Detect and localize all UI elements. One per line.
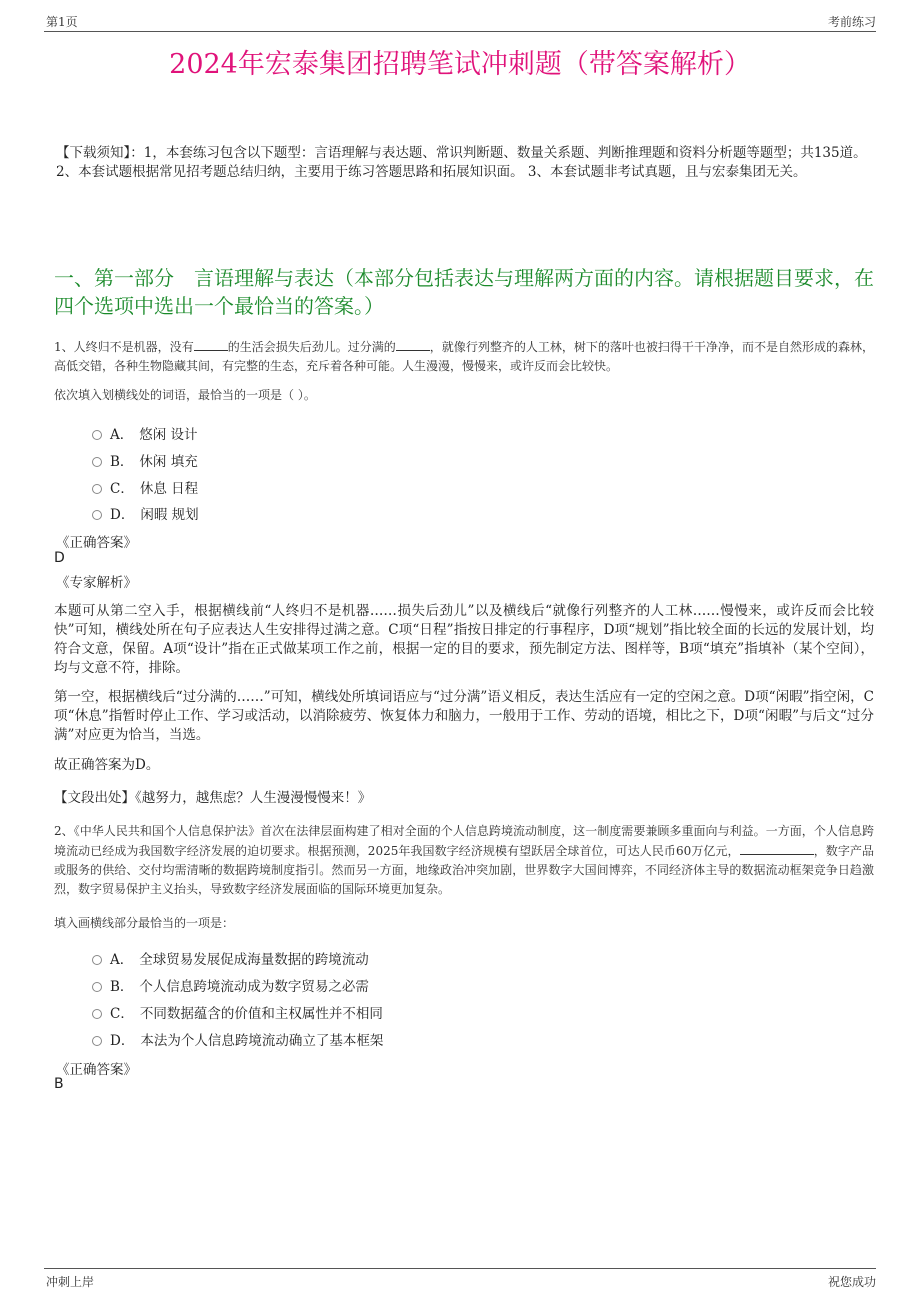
footer-right-label: 祝您成功: [827, 1275, 876, 1289]
option-letter: A．: [110, 952, 134, 968]
q1-blank-2: [396, 337, 430, 351]
radio-icon[interactable]: [92, 430, 102, 440]
q1-option-c[interactable]: [92, 477, 198, 497]
option-text: 休息 日程: [139, 481, 199, 497]
q2-option-b[interactable]: [92, 975, 369, 995]
download-notice: 【下载须知】：1，本套练习包含以下题型：言语理解与表达题、常识判断题、数量关系题、判断推理题和资料分析题等题型；共135道。 2、本套试题根据常见招考题总结归纳，主要用于练习答题思路和拓展知识面。 3、本套试题非考试真题，且与宏泰集团无关。: [56, 145, 867, 180]
option-text: 全球贸易发展促成海量数据的跨境流动: [139, 952, 369, 968]
radio-icon[interactable]: [92, 457, 102, 467]
option-text: 悠闲 设计: [139, 427, 198, 443]
page-number: 第1页: [46, 15, 78, 29]
q2-answer: B: [54, 1076, 64, 1092]
question-1-prompt: 依次填入划横线处的词语，最恰当的一项是（ ）。: [54, 388, 316, 402]
question-2-prompt: 填入画横线部分最恰当的一项是：: [54, 916, 235, 930]
q1-analysis-label: 《专家解析》: [56, 575, 137, 591]
option-text: 休闲 填充: [139, 454, 198, 470]
q1-analysis-conclusion: 故正确答案为D。: [54, 757, 160, 773]
q2-option-d[interactable]: [92, 1029, 383, 1049]
q1-answer: D: [54, 550, 65, 566]
q2-option-a[interactable]: [92, 948, 369, 968]
option-letter: D．: [110, 507, 135, 523]
option-text: 闲暇 规划: [140, 507, 199, 523]
option-letter: B．: [110, 979, 134, 995]
q1-option-d[interactable]: [92, 503, 199, 523]
option-letter: C．: [110, 481, 134, 497]
q1-analysis-paragraph-2: 第一空，根据横线后“过分满的……”可知，横线处所填词语应与“过分满”语义相反，表达生活应有一定的空闲之意。D项“闲暇”指空闲，C项“休息”指暂时停止工作、学习或活动，以消除疲劳、恢复体力和脑力，一般用于工作、劳动的语境，相比之下，D项“闲暇”与后文“过分满”对应更为恰当，当选。: [54, 689, 874, 743]
q2-option-c[interactable]: [92, 1002, 383, 1022]
q1-blank-1: [194, 337, 228, 351]
q1-text-part-a: 1、人终归不是机器，没有: [54, 340, 194, 354]
q1-option-b[interactable]: [92, 450, 198, 470]
question-2-text: [54, 822, 874, 899]
option-letter: D．: [110, 1033, 135, 1049]
radio-icon[interactable]: [92, 982, 102, 992]
q1-text-part-c: ，就像行列整齐的人工林，树下的落叶也被扫得干干净净，而不是自然形成的森林，高低交错，各种生物隐藏其间，有完整的生态，充斥着各种可能。人生漫漫，慢慢来，或许反而会比较快。: [54, 340, 874, 373]
header-divider: [44, 31, 876, 32]
radio-icon[interactable]: [92, 484, 102, 494]
q1-option-a[interactable]: [92, 423, 198, 443]
radio-icon[interactable]: [92, 955, 102, 965]
option-text: 本法为个人信息跨境流动确立了基本框架: [140, 1033, 384, 1049]
section-title: 一、第一部分 言语理解与表达（本部分包括表达与理解两方面的内容。请根据题目要求，在四个选项中选出一个最恰当的答案。）: [54, 266, 874, 318]
radio-icon[interactable]: [92, 510, 102, 520]
q1-answer-label: 《正确答案》: [56, 535, 137, 551]
radio-icon[interactable]: [92, 1009, 102, 1019]
q2-text-part-b: ，数字产品或服务的供给、交付均需清晰的数据跨境制度指引。然而另一方面，地缘政治冲突加剧，世界数字大国间博弈，不同经济体主导的数据流动框架竞争日趋激烈，数字贸易保护主义抬头，导致数字经济发展面临的国际环境更加复杂。: [54, 844, 874, 896]
option-letter: C．: [110, 1006, 134, 1022]
q1-source: 【文段出处】《越努力，越焦虑？人生漫漫慢慢来！》: [54, 790, 372, 806]
q2-text-part-a: 2、《中华人民共和国个人信息保护法》首次在法律层面构建了相对全面的个人信息跨境流动制度，这一制度需要兼顾多重面向与利益。一方面，个人信息跨境流动已经成为我国数字经济发展的迫切要求。根据预测，2025年我国数字经济规模有望跃居全球首位，可达人民币60万亿元，: [54, 824, 874, 858]
question-1-text: [54, 337, 874, 376]
header-label: 考前练习: [827, 15, 876, 29]
q2-blank: [740, 841, 814, 855]
option-letter: A．: [110, 427, 134, 443]
q1-analysis-paragraph-1: 本题可从第二空入手，根据横线前“人终归不是机器……损失后劲儿”以及横线后“就像行列整齐的人工林……慢慢来，或许反而会比较快”可知，横线处所在句子应表达人生安排得过满之意。C项“日程”指按日排定的行事程序，D项“规划”指比较全面的长远的发展计划，均符合文意，保留。A项“设计”指在正式做某项工作之前，根据一定的目的要求，预先制定方法、图样等，B项“填充”指填补（某个空间），均与文意不符，排除。: [54, 603, 874, 676]
footer-divider: [44, 1268, 876, 1269]
option-text: 个人信息跨境流动成为数字贸易之必需: [139, 979, 369, 995]
q2-answer-label: 《正确答案》: [56, 1062, 137, 1078]
option-text: 不同数据蕴含的价值和主权属性并不相同: [139, 1006, 383, 1022]
q1-text-part-b: 的生活会损失后劲儿。过分满的: [227, 340, 396, 354]
document-title: 2024年宏泰集团招聘笔试冲刺题（带答案解析）: [169, 49, 751, 80]
option-letter: B．: [110, 454, 134, 470]
radio-icon[interactable]: [92, 1036, 102, 1046]
footer-left-label: 冲刺上岸: [46, 1275, 95, 1289]
